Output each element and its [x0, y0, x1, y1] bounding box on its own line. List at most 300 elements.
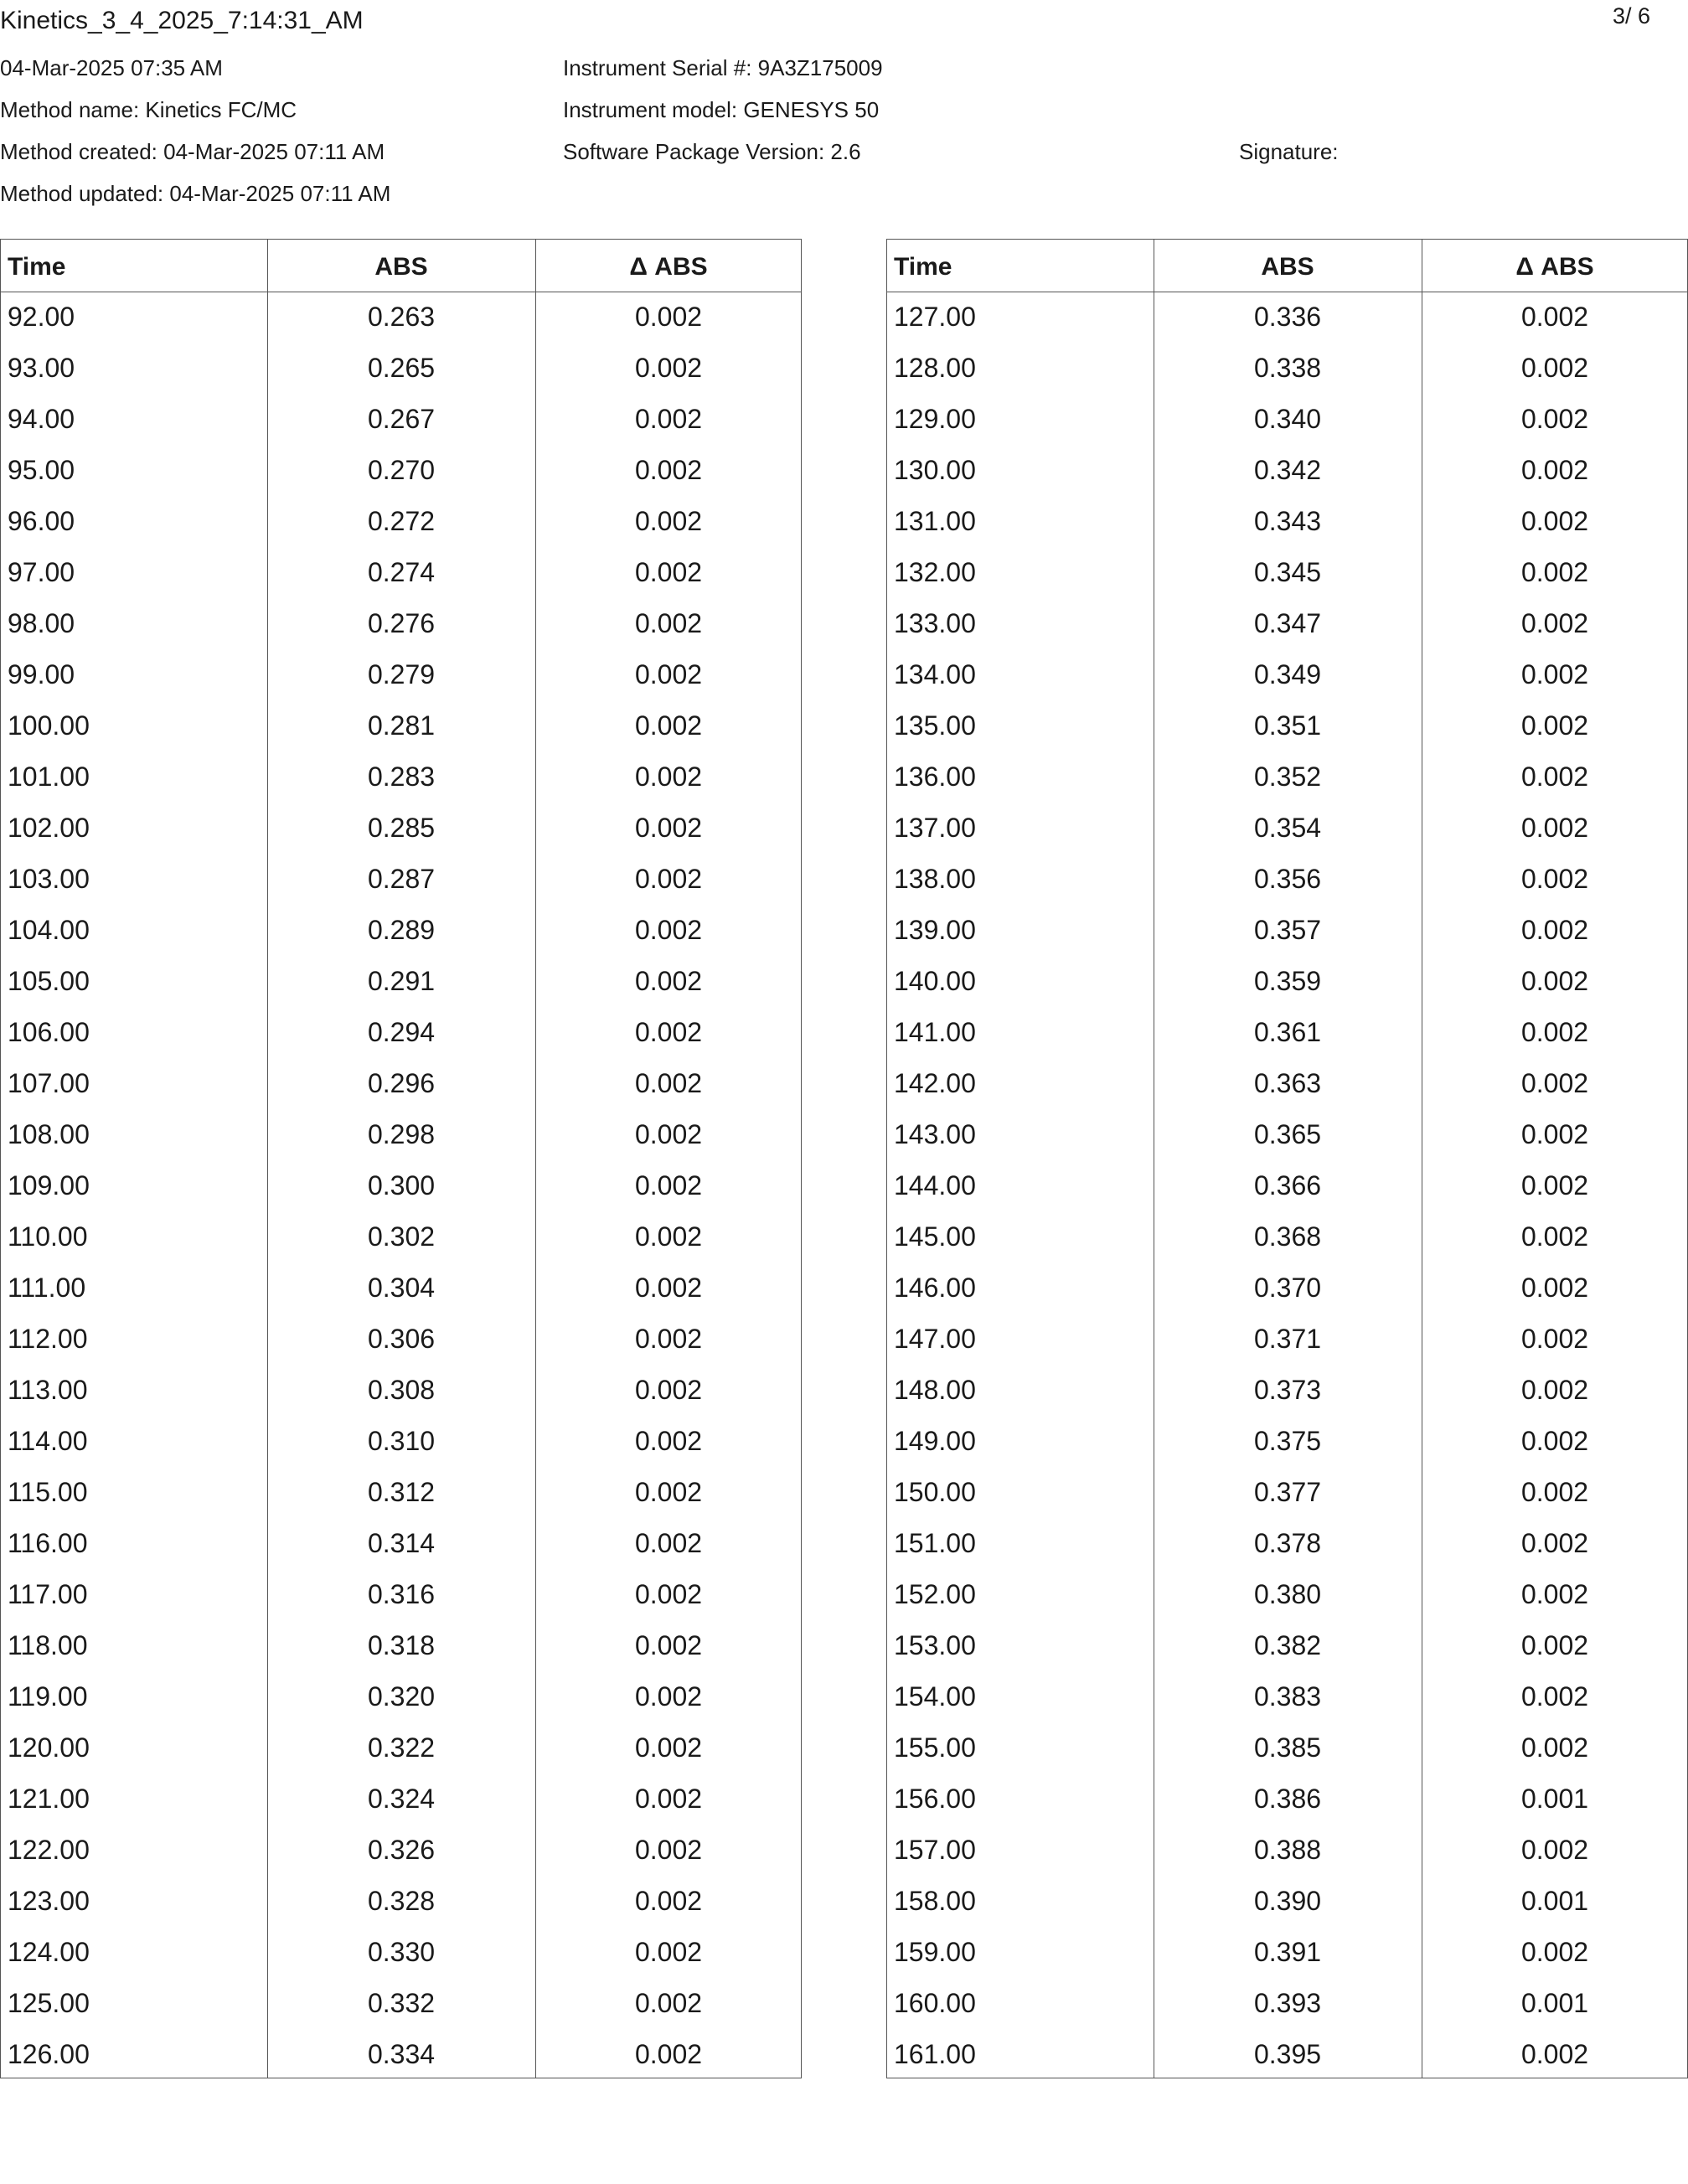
delta-abs-cell: 0.001 [1520, 1784, 1589, 1814]
abs-cell: 0.296 [367, 1068, 436, 1098]
delta-abs-cell: 0.002 [634, 1375, 703, 1405]
delta-abs-cell: 0.002 [634, 1732, 703, 1763]
delta-abs-cell: 0.002 [1520, 2039, 1589, 2069]
abs-cell: 0.370 [1253, 1273, 1322, 1303]
delta-abs-cell: 0.002 [634, 1170, 703, 1200]
delta-abs-cell: 0.002 [634, 1886, 703, 1916]
time-cell: 160.00 [894, 1988, 976, 2018]
abs-cell: 0.272 [367, 506, 436, 536]
table-row [1, 700, 801, 751]
delta-abs-cell: 0.002 [1520, 1732, 1589, 1763]
abs-cell: 0.354 [1253, 813, 1322, 843]
table-row [1, 1876, 801, 1927]
table-row [887, 649, 1687, 700]
table-row [887, 1876, 1687, 1927]
abs-cell: 0.287 [367, 864, 436, 894]
time-cell: 100.00 [8, 710, 90, 741]
delta-abs-cell: 0.002 [634, 1988, 703, 2018]
column-header-time: Time [894, 253, 952, 281]
table-row [1, 1416, 801, 1467]
time-cell: 131.00 [894, 506, 976, 536]
abs-cell: 0.285 [367, 813, 436, 843]
time-cell: 93.00 [8, 353, 75, 383]
time-cell: 105.00 [8, 966, 90, 996]
delta-abs-cell: 0.002 [1520, 1426, 1589, 1456]
table-row [887, 1620, 1687, 1671]
abs-cell: 0.366 [1253, 1170, 1322, 1200]
delta-abs-cell: 0.002 [1520, 1324, 1589, 1354]
time-cell: 108.00 [8, 1119, 90, 1149]
data-table-right [886, 239, 1688, 2078]
time-cell: 140.00 [894, 966, 976, 996]
abs-cell: 0.279 [367, 659, 436, 689]
table-row [887, 956, 1687, 1007]
delta-abs-cell: 0.002 [634, 353, 703, 383]
delta-abs-cell: 0.002 [1520, 1835, 1589, 1865]
table-row [1, 292, 801, 343]
abs-cell: 0.263 [367, 302, 436, 332]
delta-abs-cell: 0.002 [634, 1068, 703, 1098]
delta-abs-cell: 0.002 [1520, 1017, 1589, 1047]
abs-cell: 0.310 [367, 1426, 436, 1456]
abs-cell: 0.326 [367, 1835, 436, 1865]
table-row [887, 1927, 1687, 1978]
time-cell: 145.00 [894, 1221, 976, 1252]
instrument-serial: Instrument Serial #: 9A3Z175009 [563, 55, 883, 80]
abs-cell: 0.336 [1253, 302, 1322, 332]
delta-abs-cell: 0.002 [634, 966, 703, 996]
abs-cell: 0.270 [367, 455, 436, 485]
table-row [1, 1365, 801, 1416]
table-row [1, 905, 801, 956]
delta-abs-cell: 0.002 [1520, 1221, 1589, 1252]
time-cell: 161.00 [894, 2039, 976, 2069]
table-row [887, 1978, 1687, 2029]
delta-abs-cell: 0.002 [1520, 608, 1589, 638]
abs-cell: 0.368 [1253, 1221, 1322, 1252]
table-row [1, 1211, 801, 1262]
report-timestamp: 04-Mar-2025 07:35 AM [0, 55, 223, 80]
software-version: Software Package Version: 2.6 [563, 139, 861, 164]
abs-cell: 0.365 [1253, 1119, 1322, 1149]
time-cell: 94.00 [8, 404, 75, 434]
table-row [887, 1365, 1687, 1416]
delta-abs-cell: 0.002 [1520, 1630, 1589, 1660]
delta-abs-cell: 0.002 [1520, 506, 1589, 536]
abs-cell: 0.356 [1253, 864, 1322, 894]
abs-cell: 0.302 [367, 1221, 436, 1252]
abs-cell: 0.352 [1253, 762, 1322, 792]
table-row [1, 1058, 801, 1109]
abs-cell: 0.322 [367, 1732, 436, 1763]
time-cell: 132.00 [894, 557, 976, 587]
signature-label: Signature: [1239, 139, 1339, 164]
table-row [1, 1007, 801, 1058]
table-row [1, 854, 801, 905]
abs-cell: 0.304 [367, 1273, 436, 1303]
table-row [887, 445, 1687, 496]
method-created: Method created: 04-Mar-2025 07:11 AM [0, 139, 385, 164]
table-row [887, 1211, 1687, 1262]
time-cell: 121.00 [8, 1784, 90, 1814]
time-cell: 106.00 [8, 1017, 90, 1047]
abs-cell: 0.382 [1253, 1630, 1322, 1660]
delta-abs-cell: 0.002 [634, 1477, 703, 1507]
table-row [887, 1467, 1687, 1518]
delta-abs-cell: 0.002 [1520, 710, 1589, 741]
delta-abs-cell: 0.001 [1520, 1988, 1589, 2018]
delta-abs-cell: 0.002 [1520, 1375, 1589, 1405]
column-header-abs: ABS [374, 253, 428, 281]
table-row [1, 956, 801, 1007]
time-cell: 153.00 [894, 1630, 976, 1660]
table-row [887, 1518, 1687, 1569]
table-row [1, 445, 801, 496]
abs-cell: 0.342 [1253, 455, 1322, 485]
delta-abs-cell: 0.002 [634, 710, 703, 741]
delta-abs-cell: 0.002 [634, 915, 703, 945]
delta-abs-cell: 0.002 [634, 1119, 703, 1149]
delta-abs-cell: 0.002 [1520, 966, 1589, 996]
delta-abs-cell: 0.002 [1520, 659, 1589, 689]
time-cell: 96.00 [8, 506, 75, 536]
abs-cell: 0.391 [1253, 1937, 1322, 1967]
time-cell: 158.00 [894, 1886, 976, 1916]
time-cell: 127.00 [894, 302, 976, 332]
table-row [1, 803, 801, 854]
time-cell: 112.00 [8, 1324, 88, 1354]
time-cell: 141.00 [894, 1017, 976, 1047]
table-row [1, 1569, 801, 1620]
abs-cell: 0.332 [367, 1988, 436, 2018]
time-cell: 120.00 [8, 1732, 90, 1763]
abs-cell: 0.377 [1253, 1477, 1322, 1507]
abs-cell: 0.393 [1253, 1988, 1322, 2018]
abs-cell: 0.359 [1253, 966, 1322, 996]
instrument-model: Instrument model: GENESYS 50 [563, 97, 880, 122]
time-cell: 122.00 [8, 1835, 90, 1865]
table-row [887, 1314, 1687, 1365]
table-row [1, 496, 801, 547]
time-cell: 107.00 [8, 1068, 90, 1098]
abs-cell: 0.395 [1253, 2039, 1322, 2069]
delta-abs-cell: 0.002 [1520, 1068, 1589, 1098]
delta-abs-cell: 0.001 [1520, 1886, 1589, 1916]
delta-abs-cell: 0.002 [634, 1273, 703, 1303]
time-cell: 156.00 [894, 1784, 976, 1814]
abs-cell: 0.385 [1253, 1732, 1322, 1763]
time-cell: 135.00 [894, 710, 976, 741]
time-cell: 146.00 [894, 1273, 976, 1303]
delta-abs-cell: 0.002 [1520, 1477, 1589, 1507]
time-cell: 142.00 [894, 1068, 976, 1098]
delta-abs-cell: 0.002 [1520, 1273, 1589, 1303]
abs-cell: 0.276 [367, 608, 436, 638]
table-row [1, 2029, 801, 2080]
time-cell: 152.00 [894, 1579, 976, 1609]
abs-cell: 0.375 [1253, 1426, 1322, 1456]
abs-cell: 0.349 [1253, 659, 1322, 689]
delta-abs-cell: 0.002 [634, 404, 703, 434]
delta-abs-cell: 0.002 [634, 1324, 703, 1354]
delta-abs-cell: 0.002 [634, 1221, 703, 1252]
abs-cell: 0.390 [1253, 1886, 1322, 1916]
time-cell: 99.00 [8, 659, 75, 689]
method-updated: Method updated: 04-Mar-2025 07:11 AM [0, 181, 391, 206]
abs-cell: 0.386 [1253, 1784, 1322, 1814]
column-header-delta-abs: Δ ABS [1515, 253, 1594, 281]
delta-abs-cell: 0.002 [1520, 455, 1589, 485]
data-table-left [0, 239, 802, 2078]
delta-abs-cell: 0.002 [634, 813, 703, 843]
delta-abs-cell: 0.002 [1520, 302, 1589, 332]
delta-abs-cell: 0.002 [1520, 813, 1589, 843]
time-cell: 119.00 [8, 1681, 88, 1712]
time-cell: 104.00 [8, 915, 90, 945]
delta-abs-cell: 0.002 [1520, 1119, 1589, 1149]
table-row [1, 751, 801, 803]
abs-cell: 0.294 [367, 1017, 436, 1047]
abs-cell: 0.357 [1253, 915, 1322, 945]
abs-cell: 0.324 [367, 1784, 436, 1814]
table-row [887, 700, 1687, 751]
delta-abs-cell: 0.002 [634, 2039, 703, 2069]
abs-cell: 0.351 [1253, 710, 1322, 741]
delta-abs-cell: 0.002 [1520, 762, 1589, 792]
abs-cell: 0.314 [367, 1528, 436, 1558]
table-row [1, 1722, 801, 1774]
table-row [887, 1416, 1687, 1467]
time-cell: 98.00 [8, 608, 75, 638]
time-cell: 109.00 [8, 1170, 90, 1200]
table-row [887, 803, 1687, 854]
delta-abs-cell: 0.002 [634, 1426, 703, 1456]
time-cell: 134.00 [894, 659, 976, 689]
abs-cell: 0.334 [367, 2039, 436, 2069]
time-cell: 111.00 [8, 1273, 86, 1303]
table-row [1, 547, 801, 598]
delta-abs-cell: 0.002 [1520, 1579, 1589, 1609]
abs-cell: 0.371 [1253, 1324, 1322, 1354]
abs-cell: 0.289 [367, 915, 436, 945]
abs-cell: 0.312 [367, 1477, 436, 1507]
table-row [887, 2029, 1687, 2080]
table-row [887, 1058, 1687, 1109]
abs-cell: 0.383 [1253, 1681, 1322, 1712]
table-row [887, 343, 1687, 394]
delta-abs-cell: 0.002 [634, 659, 703, 689]
table-row [887, 1671, 1687, 1722]
delta-abs-cell: 0.002 [634, 864, 703, 894]
time-cell: 115.00 [8, 1477, 88, 1507]
table-row [1, 1620, 801, 1671]
time-cell: 138.00 [894, 864, 976, 894]
table-row [1, 1314, 801, 1365]
delta-abs-cell: 0.002 [634, 455, 703, 485]
time-cell: 126.00 [8, 2039, 90, 2069]
abs-cell: 0.298 [367, 1119, 436, 1149]
table-row [1, 1825, 801, 1876]
method-name: Method name: Kinetics FC/MC [0, 97, 297, 122]
table-row [1, 1774, 801, 1825]
abs-cell: 0.265 [367, 353, 436, 383]
table-row [1, 1262, 801, 1314]
time-cell: 113.00 [8, 1375, 88, 1405]
time-cell: 130.00 [894, 455, 976, 485]
delta-abs-cell: 0.002 [1520, 1528, 1589, 1558]
delta-abs-cell: 0.002 [634, 762, 703, 792]
abs-cell: 0.378 [1253, 1528, 1322, 1558]
time-cell: 123.00 [8, 1886, 90, 1916]
table-row [1, 394, 801, 445]
table-header [1, 240, 801, 292]
time-cell: 117.00 [8, 1579, 88, 1609]
delta-abs-cell: 0.002 [1520, 864, 1589, 894]
table-row [887, 394, 1687, 445]
delta-abs-cell: 0.002 [634, 608, 703, 638]
abs-cell: 0.363 [1253, 1068, 1322, 1098]
table-row [1, 1927, 801, 1978]
time-cell: 102.00 [8, 813, 90, 843]
time-cell: 133.00 [894, 608, 976, 638]
column-header-time: Time [8, 253, 66, 281]
abs-cell: 0.281 [367, 710, 436, 741]
delta-abs-cell: 0.002 [1520, 557, 1589, 587]
delta-abs-cell: 0.002 [634, 1835, 703, 1865]
time-cell: 147.00 [894, 1324, 976, 1354]
delta-abs-cell: 0.002 [634, 302, 703, 332]
abs-cell: 0.361 [1253, 1017, 1322, 1047]
abs-cell: 0.283 [367, 762, 436, 792]
time-cell: 157.00 [894, 1835, 976, 1865]
time-cell: 139.00 [894, 915, 976, 945]
time-cell: 155.00 [894, 1732, 976, 1763]
delta-abs-cell: 0.002 [1520, 1170, 1589, 1200]
abs-cell: 0.347 [1253, 608, 1322, 638]
time-cell: 97.00 [8, 557, 75, 587]
table-row [1, 343, 801, 394]
time-cell: 150.00 [894, 1477, 976, 1507]
delta-abs-cell: 0.002 [1520, 915, 1589, 945]
abs-cell: 0.318 [367, 1630, 436, 1660]
table-row [1, 598, 801, 649]
time-cell: 125.00 [8, 1988, 90, 2018]
abs-cell: 0.338 [1253, 353, 1322, 383]
table-row [887, 1722, 1687, 1774]
table-row [887, 1774, 1687, 1825]
time-cell: 114.00 [8, 1426, 88, 1456]
delta-abs-cell: 0.002 [1520, 1681, 1589, 1712]
time-cell: 124.00 [8, 1937, 90, 1967]
table-row [887, 598, 1687, 649]
table-row [1, 1467, 801, 1518]
table-row [887, 905, 1687, 956]
time-cell: 129.00 [894, 404, 976, 434]
table-row [887, 292, 1687, 343]
table-row [1, 1978, 801, 2029]
abs-cell: 0.308 [367, 1375, 436, 1405]
table-row [887, 1825, 1687, 1876]
page-number: 3/ 6 [1613, 3, 1651, 28]
table-row [1, 1109, 801, 1160]
abs-cell: 0.291 [367, 966, 436, 996]
delta-abs-cell: 0.002 [634, 1528, 703, 1558]
delta-abs-cell: 0.002 [634, 1937, 703, 1967]
delta-abs-cell: 0.002 [1520, 353, 1589, 383]
time-cell: 116.00 [8, 1528, 88, 1558]
time-cell: 137.00 [894, 813, 976, 843]
time-cell: 144.00 [894, 1170, 976, 1200]
time-cell: 103.00 [8, 864, 90, 894]
table-row [1, 649, 801, 700]
table-row [887, 547, 1687, 598]
time-cell: 101.00 [8, 762, 90, 792]
time-cell: 151.00 [894, 1528, 976, 1558]
abs-cell: 0.274 [367, 557, 436, 587]
table-row [887, 1109, 1687, 1160]
delta-abs-cell: 0.002 [634, 1784, 703, 1814]
time-cell: 159.00 [894, 1937, 976, 1967]
table-row [887, 1007, 1687, 1058]
column-header-delta-abs: Δ ABS [629, 253, 708, 281]
time-cell: 143.00 [894, 1119, 976, 1149]
delta-abs-cell: 0.002 [1520, 1937, 1589, 1967]
delta-abs-cell: 0.002 [634, 506, 703, 536]
document-title: Kinetics_3_4_2025_7:14:31_AM [0, 7, 364, 34]
table-row [1, 1518, 801, 1569]
table-header [887, 240, 1687, 292]
delta-abs-cell: 0.002 [634, 1630, 703, 1660]
time-cell: 95.00 [8, 455, 75, 485]
abs-cell: 0.373 [1253, 1375, 1322, 1405]
abs-cell: 0.345 [1253, 557, 1322, 587]
table-row [887, 496, 1687, 547]
abs-cell: 0.380 [1253, 1579, 1322, 1609]
table-row [887, 1160, 1687, 1211]
abs-cell: 0.320 [367, 1681, 436, 1712]
delta-abs-cell: 0.002 [1520, 404, 1589, 434]
delta-abs-cell: 0.002 [634, 557, 703, 587]
table-row [1, 1160, 801, 1211]
abs-cell: 0.267 [367, 404, 436, 434]
time-cell: 110.00 [8, 1221, 88, 1252]
abs-cell: 0.316 [367, 1579, 436, 1609]
time-cell: 148.00 [894, 1375, 976, 1405]
delta-abs-cell: 0.002 [634, 1579, 703, 1609]
table-row [1, 1671, 801, 1722]
abs-cell: 0.388 [1253, 1835, 1322, 1865]
time-cell: 128.00 [894, 353, 976, 383]
time-cell: 92.00 [8, 302, 75, 332]
abs-cell: 0.343 [1253, 506, 1322, 536]
abs-cell: 0.300 [367, 1170, 436, 1200]
abs-cell: 0.306 [367, 1324, 436, 1354]
delta-abs-cell: 0.002 [634, 1681, 703, 1712]
delta-abs-cell: 0.002 [634, 1017, 703, 1047]
table-row [887, 854, 1687, 905]
time-cell: 136.00 [894, 762, 976, 792]
abs-cell: 0.340 [1253, 404, 1322, 434]
column-header-abs: ABS [1261, 253, 1314, 281]
abs-cell: 0.330 [367, 1937, 436, 1967]
abs-cell: 0.328 [367, 1886, 436, 1916]
time-cell: 118.00 [8, 1630, 88, 1660]
table-row [887, 1569, 1687, 1620]
time-cell: 154.00 [894, 1681, 976, 1712]
table-row [887, 1262, 1687, 1314]
table-row [887, 751, 1687, 803]
time-cell: 149.00 [894, 1426, 976, 1456]
